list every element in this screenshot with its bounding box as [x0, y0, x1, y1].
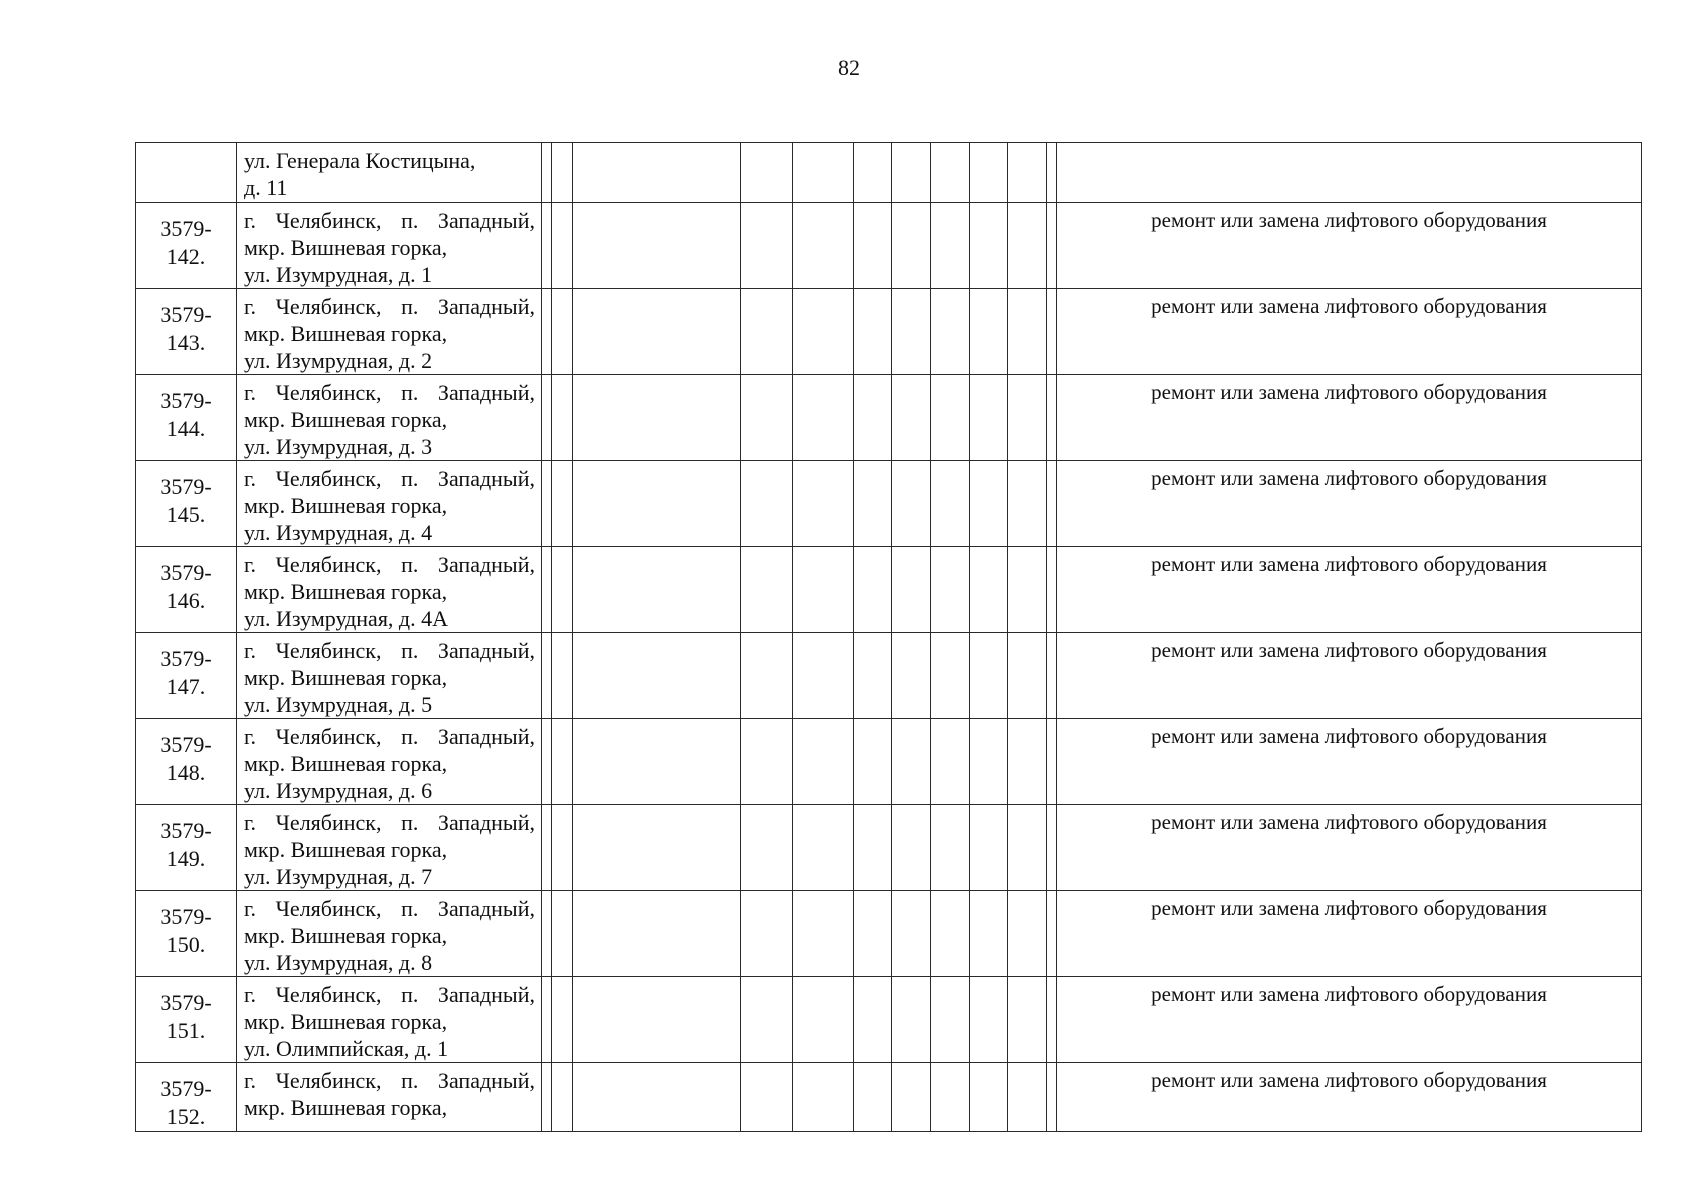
empty-cell	[1008, 289, 1047, 375]
table-row	[136, 375, 1642, 461]
empty-cell	[1008, 203, 1047, 289]
object-number-cell	[136, 719, 237, 805]
empty-cell	[1047, 891, 1057, 977]
work-type-cell: ремонт или замена лифтового оборудования	[1057, 289, 1642, 375]
object-number-line: 3579-	[160, 1076, 212, 1101]
object-number-cell	[136, 977, 237, 1063]
empty-cell	[970, 289, 1008, 375]
address-cell	[237, 805, 542, 891]
empty-cell	[931, 461, 970, 547]
address-line: ул. Олимпийская, д. 1	[244, 1036, 449, 1061]
object-number-line: 3579-	[160, 904, 212, 929]
empty-cell	[1047, 289, 1057, 375]
work-type-cell: ремонт или замена лифтового оборудования	[1057, 977, 1642, 1063]
object-number-cell	[136, 375, 237, 461]
object-number-line: 3579-	[160, 646, 212, 671]
empty-cell	[542, 375, 552, 461]
address-cell	[237, 289, 542, 375]
empty-cell	[1008, 375, 1047, 461]
empty-cell	[741, 203, 793, 289]
empty-cell	[793, 805, 854, 891]
object-number-line: 144.	[166, 416, 206, 441]
empty-cell	[892, 547, 931, 633]
work-type-cell: ремонт или замена лифтового оборудования	[1057, 375, 1642, 461]
empty-cell	[793, 719, 854, 805]
empty-cell	[1047, 1063, 1057, 1132]
object-number-cell	[136, 1063, 237, 1132]
empty-cell	[573, 143, 741, 203]
address-cell	[237, 633, 542, 719]
empty-cell	[1008, 977, 1047, 1063]
empty-cell	[573, 1063, 741, 1132]
empty-cell	[793, 1063, 854, 1132]
object-number-cell	[136, 203, 237, 289]
empty-cell	[1008, 143, 1047, 203]
address-line: г. Челябинск, п. Западный,	[244, 466, 535, 491]
empty-cell	[1047, 719, 1057, 805]
work-type-cell	[1057, 143, 1642, 203]
address-line: мкр. Вишневая горка,	[244, 837, 448, 862]
empty-cell	[970, 1063, 1008, 1132]
table-row	[136, 1063, 1642, 1132]
empty-cell	[931, 375, 970, 461]
empty-cell	[931, 1063, 970, 1132]
empty-cell	[573, 289, 741, 375]
address-cell	[237, 547, 542, 633]
table-row	[136, 977, 1642, 1063]
empty-cell	[542, 143, 552, 203]
empty-cell	[552, 143, 573, 203]
address-cell	[237, 203, 542, 289]
empty-cell	[931, 203, 970, 289]
table-row	[136, 461, 1642, 547]
empty-cell	[552, 977, 573, 1063]
empty-cell	[970, 143, 1008, 203]
empty-cell	[1008, 547, 1047, 633]
object-number-line: 142.	[166, 244, 206, 269]
empty-cell	[552, 547, 573, 633]
empty-cell	[542, 461, 552, 547]
address-line: ул. Изумрудная, д. 4А	[244, 606, 449, 631]
object-number-cell	[136, 289, 237, 375]
empty-cell	[573, 547, 741, 633]
empty-cell	[573, 805, 741, 891]
empty-cell	[931, 977, 970, 1063]
empty-cell	[1008, 1063, 1047, 1132]
address-line: мкр. Вишневая горка,	[244, 493, 448, 518]
address-line: г. Челябинск, п. Западный,	[244, 638, 535, 663]
empty-cell	[892, 977, 931, 1063]
empty-cell	[741, 1063, 793, 1132]
empty-cell	[573, 203, 741, 289]
empty-cell	[573, 461, 741, 547]
work-type-cell: ремонт или замена лифтового оборудования	[1057, 1063, 1642, 1132]
address-cell	[237, 891, 542, 977]
empty-cell	[892, 375, 931, 461]
empty-cell	[854, 461, 892, 547]
empty-cell	[1047, 461, 1057, 547]
table-row	[136, 289, 1642, 375]
empty-cell	[854, 1063, 892, 1132]
empty-cell	[741, 547, 793, 633]
empty-cell	[552, 633, 573, 719]
work-type-cell: ремонт или замена лифтового оборудования	[1057, 633, 1642, 719]
empty-cell	[892, 719, 931, 805]
empty-cell	[854, 805, 892, 891]
address-line: г. Челябинск, п. Западный,	[244, 380, 535, 405]
table-row	[136, 805, 1642, 891]
empty-cell	[854, 977, 892, 1063]
empty-cell	[542, 977, 552, 1063]
empty-cell	[741, 289, 793, 375]
empty-cell	[1008, 891, 1047, 977]
empty-cell	[793, 375, 854, 461]
empty-cell	[970, 891, 1008, 977]
address-line: мкр. Вишневая горка,	[244, 665, 448, 690]
empty-cell	[1008, 719, 1047, 805]
address-line: ул. Изумрудная, д. 3	[244, 434, 433, 459]
empty-cell	[793, 547, 854, 633]
address-line: ул. Изумрудная, д. 6	[244, 778, 433, 803]
empty-cell	[892, 633, 931, 719]
object-number-line: 3579-	[160, 216, 212, 241]
work-type-cell: ремонт или замена лифтового оборудования	[1057, 719, 1642, 805]
address-cell	[237, 1063, 542, 1132]
empty-cell	[970, 805, 1008, 891]
empty-cell	[931, 805, 970, 891]
empty-cell	[854, 719, 892, 805]
empty-cell	[793, 143, 854, 203]
object-number-line: 152.	[166, 1104, 206, 1129]
empty-cell	[1008, 633, 1047, 719]
empty-cell	[892, 891, 931, 977]
empty-cell	[552, 1063, 573, 1132]
address-line: мкр. Вишневая горка,	[244, 579, 448, 604]
empty-cell	[573, 375, 741, 461]
address-line: мкр. Вишневая горка,	[244, 1095, 448, 1120]
table-row	[136, 547, 1642, 633]
empty-cell	[552, 805, 573, 891]
object-number-line: 150.	[166, 932, 206, 957]
registry-table-body	[136, 143, 1642, 1132]
object-number-line: 3579-	[160, 990, 212, 1015]
address-line: г. Челябинск, п. Западный,	[244, 294, 535, 319]
empty-cell	[1047, 633, 1057, 719]
empty-cell	[793, 891, 854, 977]
empty-cell	[793, 289, 854, 375]
address-line: г. Челябинск, п. Западный,	[244, 896, 535, 921]
object-number-line: 148.	[166, 760, 206, 785]
address-line: мкр. Вишневая горка,	[244, 321, 448, 346]
address-line: мкр. Вишневая горка,	[244, 923, 448, 948]
work-type-cell: ремонт или замена лифтового оборудования	[1057, 461, 1642, 547]
address-line: г. Челябинск, п. Западный,	[244, 1068, 535, 1093]
work-type-cell: ремонт или замена лифтового оборудования	[1057, 547, 1642, 633]
address-cell	[237, 977, 542, 1063]
work-type-cell: ремонт или замена лифтового оборудования	[1057, 203, 1642, 289]
object-number-cell	[136, 633, 237, 719]
empty-cell	[793, 977, 854, 1063]
address-cell	[237, 143, 542, 203]
empty-cell	[542, 633, 552, 719]
empty-cell	[741, 891, 793, 977]
object-number-line: 151.	[166, 1018, 206, 1043]
address-line: мкр. Вишневая горка,	[244, 1009, 448, 1034]
empty-cell	[741, 143, 793, 203]
empty-cell	[1047, 805, 1057, 891]
object-number-cell	[136, 805, 237, 891]
empty-cell	[573, 891, 741, 977]
empty-cell	[854, 143, 892, 203]
empty-cell	[573, 633, 741, 719]
empty-cell	[552, 375, 573, 461]
object-number-cell	[136, 547, 237, 633]
empty-cell	[970, 633, 1008, 719]
object-number-line: 146.	[166, 588, 206, 613]
empty-cell	[573, 719, 741, 805]
empty-cell	[741, 461, 793, 547]
object-number-line: 3579-	[160, 818, 212, 843]
address-line: мкр. Вишневая горка,	[244, 235, 448, 260]
empty-cell	[931, 719, 970, 805]
empty-cell	[854, 547, 892, 633]
empty-cell	[931, 143, 970, 203]
empty-cell	[892, 1063, 931, 1132]
empty-cell	[931, 633, 970, 719]
empty-cell	[970, 203, 1008, 289]
empty-cell	[552, 719, 573, 805]
empty-cell	[1047, 977, 1057, 1063]
empty-cell	[931, 891, 970, 977]
work-type-cell: ремонт или замена лифтового оборудования	[1057, 805, 1642, 891]
empty-cell	[970, 461, 1008, 547]
empty-cell	[970, 375, 1008, 461]
address-line: мкр. Вишневая горка,	[244, 407, 448, 432]
empty-cell	[552, 461, 573, 547]
address-line: мкр. Вишневая горка,	[244, 751, 448, 776]
empty-cell	[542, 1063, 552, 1132]
address-line: ул. Изумрудная, д. 1	[244, 262, 433, 287]
address-cell	[237, 719, 542, 805]
empty-cell	[970, 547, 1008, 633]
object-number-cell	[136, 461, 237, 547]
page-number: 82	[838, 55, 860, 80]
object-number-line: 145.	[166, 502, 206, 527]
empty-cell	[552, 891, 573, 977]
empty-cell	[793, 461, 854, 547]
object-number-line: 3579-	[160, 388, 212, 413]
address-line: г. Челябинск, п. Западный,	[244, 982, 535, 1007]
empty-cell	[1008, 461, 1047, 547]
empty-cell	[854, 203, 892, 289]
empty-cell	[931, 289, 970, 375]
empty-cell	[854, 891, 892, 977]
address-cell	[237, 375, 542, 461]
registry-table	[135, 142, 1642, 1132]
address-line: г. Челябинск, п. Западный,	[244, 810, 535, 835]
object-number-line: 3579-	[160, 560, 212, 585]
object-number-line: 143.	[166, 330, 206, 355]
address-cell	[237, 461, 542, 547]
address-line: г. Челябинск, п. Западный,	[244, 208, 535, 233]
empty-cell	[892, 203, 931, 289]
empty-cell	[931, 547, 970, 633]
table-row	[136, 891, 1642, 977]
empty-cell	[892, 143, 931, 203]
empty-cell	[552, 289, 573, 375]
address-line: ул. Изумрудная, д. 5	[244, 692, 433, 717]
table-row	[136, 633, 1642, 719]
empty-cell	[741, 805, 793, 891]
table-row	[136, 203, 1642, 289]
empty-cell	[892, 805, 931, 891]
object-number-cell	[136, 891, 237, 977]
empty-cell	[552, 203, 573, 289]
empty-cell	[854, 633, 892, 719]
empty-cell	[970, 977, 1008, 1063]
empty-cell	[1008, 805, 1047, 891]
work-type-cell: ремонт или замена лифтового оборудования	[1057, 891, 1642, 977]
empty-cell	[793, 633, 854, 719]
empty-cell	[542, 719, 552, 805]
table-row-continuation	[136, 143, 1642, 203]
empty-cell	[854, 289, 892, 375]
object-number-line: 3579-	[160, 474, 212, 499]
empty-cell	[892, 289, 931, 375]
object-number-line: 149.	[166, 846, 206, 871]
empty-cell	[970, 719, 1008, 805]
empty-cell	[793, 203, 854, 289]
address-line: ул. Изумрудная, д. 7	[244, 864, 433, 889]
address-line: ул. Изумрудная, д. 8	[244, 950, 433, 975]
object-number-line: 3579-	[160, 302, 212, 327]
object-number-line: 147.	[166, 674, 206, 699]
address-line: ул. Изумрудная, д. 4	[244, 520, 433, 545]
empty-cell	[892, 461, 931, 547]
address-line: ул. Генерала Костицына,	[244, 148, 476, 173]
empty-cell	[1047, 375, 1057, 461]
empty-cell	[542, 289, 552, 375]
empty-cell	[741, 977, 793, 1063]
empty-cell	[741, 719, 793, 805]
address-line: д. 11	[244, 175, 288, 200]
object-number-line: 3579-	[160, 732, 212, 757]
address-line: г. Челябинск, п. Западный,	[244, 724, 535, 749]
empty-cell	[1047, 547, 1057, 633]
empty-cell	[854, 375, 892, 461]
empty-cell	[741, 633, 793, 719]
empty-cell	[573, 977, 741, 1063]
object-number-cell	[136, 143, 237, 203]
empty-cell	[542, 547, 552, 633]
empty-cell	[741, 375, 793, 461]
empty-cell	[542, 891, 552, 977]
empty-cell	[1047, 143, 1057, 203]
empty-cell	[542, 203, 552, 289]
empty-cell	[1047, 203, 1057, 289]
table-row	[136, 719, 1642, 805]
address-line: ул. Изумрудная, д. 2	[244, 348, 433, 373]
empty-cell	[542, 805, 552, 891]
address-line: г. Челябинск, п. Западный,	[244, 552, 535, 577]
